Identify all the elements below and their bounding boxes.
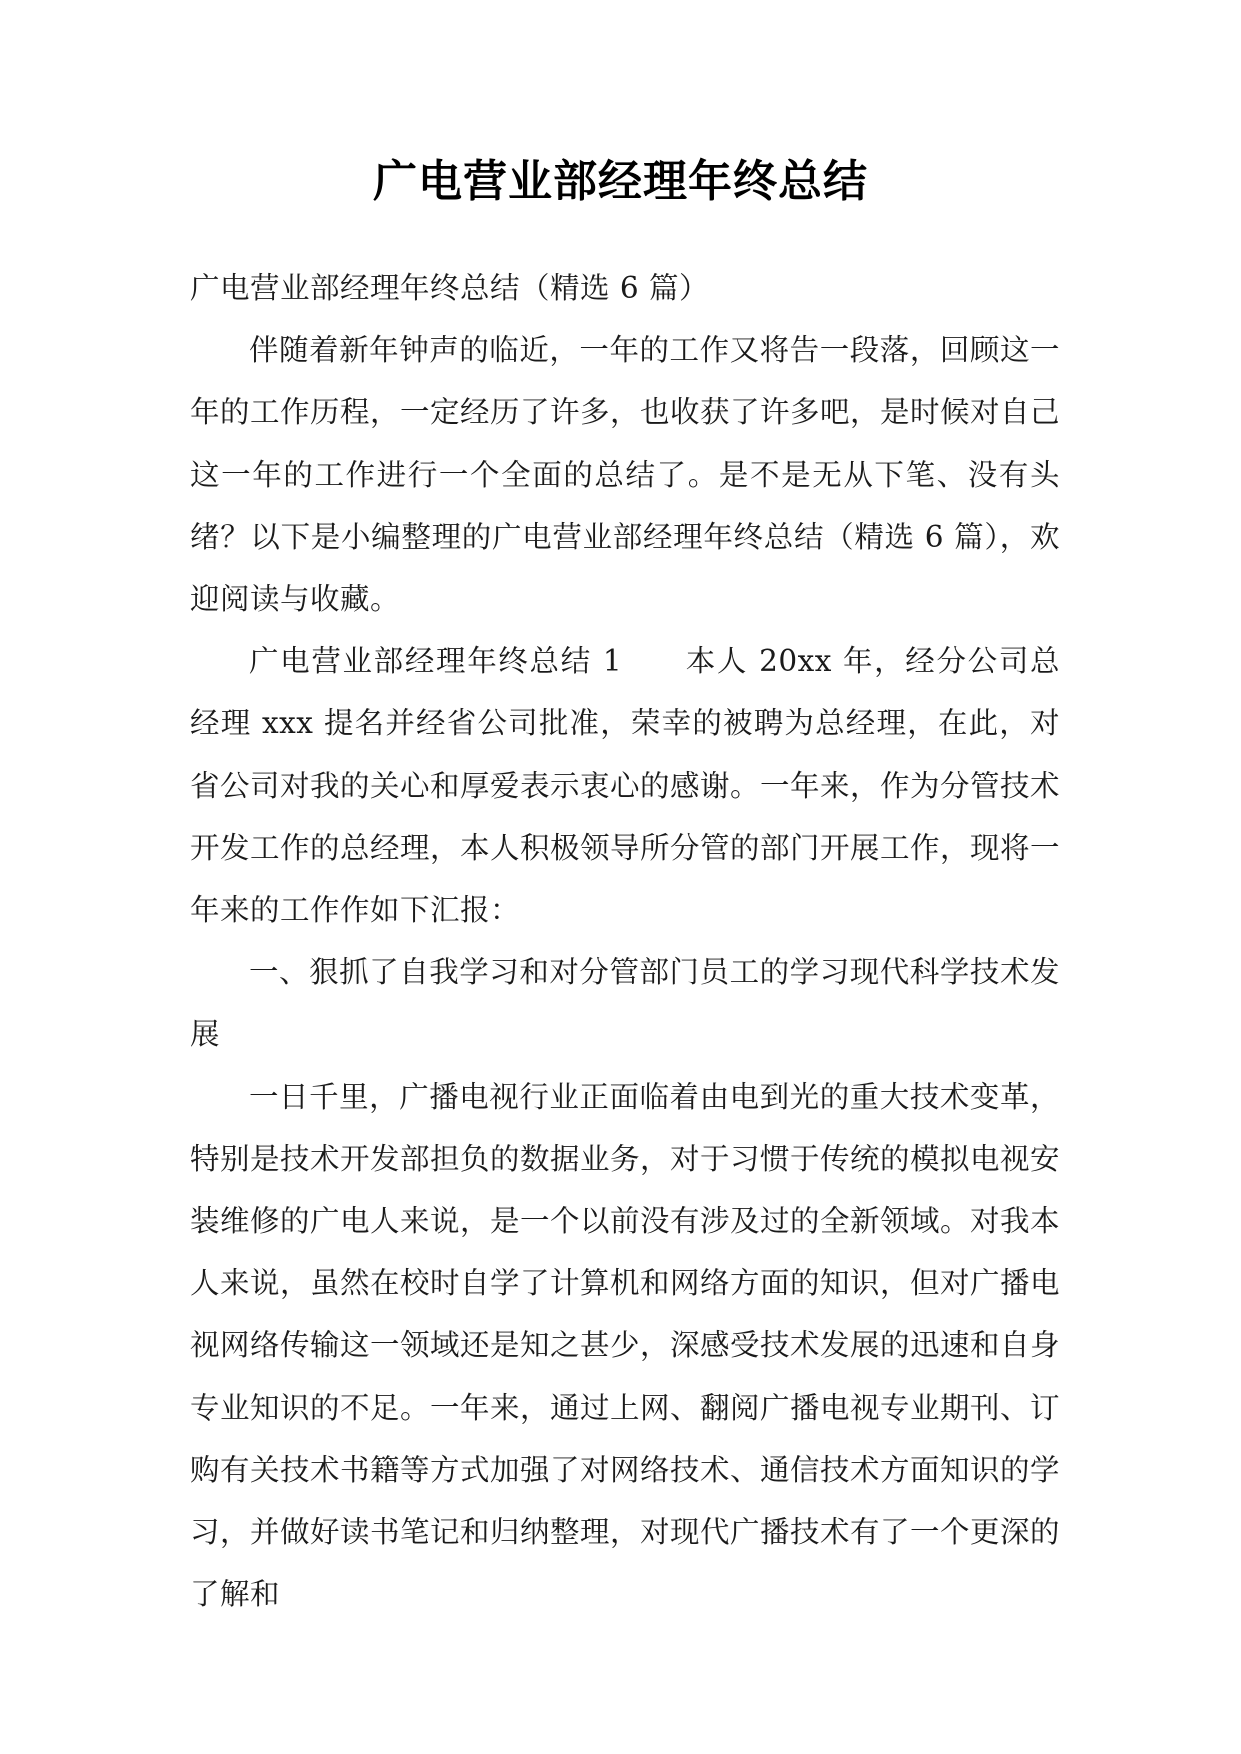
paragraph-summary-1: 广电营业部经理年终总结 1 本人 20xx 年，经分公司总经理 xxx 提名并经省公司批准，荣幸的被聘为总经理，在此，对省公司对我的关心和厚爱表示衷心的感谢。一年来，作为分管技术开发工作的总经理，本人积极领导所分管的部门开展工作，现将一年来的工作作如下汇报： [190,644,1061,928]
paragraph-body: 一日千里，广播电视行业正面临着由电到光的重大技术变革，特别是技术开发部担负的数据业务，对于习惯于传统的模拟电视安装维修的广电人来说，是一个以前没有涉及过的全新领域。对我本人来说，虽然在校时自学了计算机和网络方面的知识，但对广播电视网络传输这一领域还是知之甚少，深感受技术发展的迅速和自身专业知识的不足。一年来，通过上网、翻阅广播电视专业期刊、订购有关技术书籍等方式加强了对网络技术、通信技术方面知识的学习，并做好读书笔记和归纳整理，对现代广播技术有了一个更深的了解和 [190,1079,1061,1612]
paragraph-intro: 伴随着新年钟声的临近，一年的工作又将告一段落，回顾这一年的工作历程，一定经历了许多，也收获了许多吧，是时候对自己这一年的工作进行一个全面的总结了。是不是无从下笔、没有头绪？以下是小编整理的广电营业部经理年终总结（精选 6 篇），欢迎阅读与收藏。 [190,333,1061,617]
document-title: 广电营业部经理年终总结 [373,156,868,207]
document-body [190,257,1060,1625]
paragraph-subtitle: 广电营业部经理年终总结（精选 6 篇） [190,271,710,305]
paragraph-section-heading: 一、狠抓了自我学习和对分管部门员工的学习现代科学技术发展 [190,955,1060,1052]
